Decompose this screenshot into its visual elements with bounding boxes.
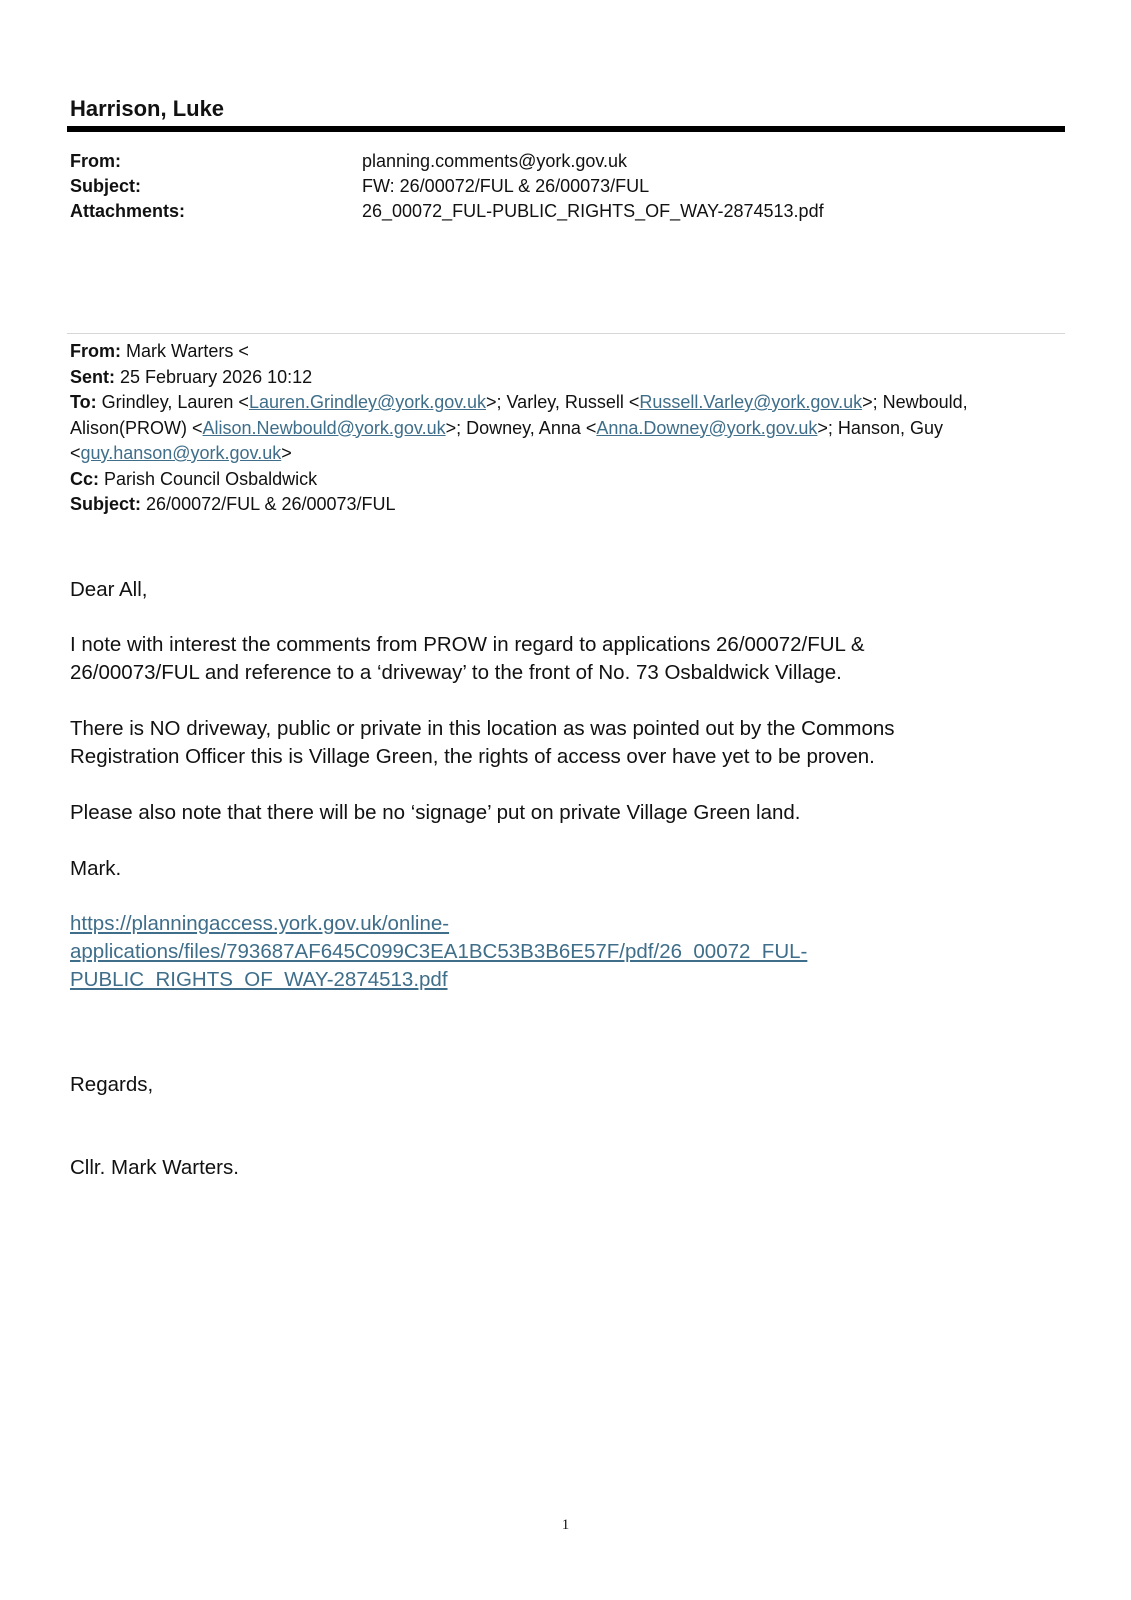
forwarded-from-line — [70, 339, 1060, 365]
forwarded-sent-label: Sent: — [70, 366, 115, 387]
to-text-4: Alison(PROW) < — [70, 417, 203, 438]
outer-from-label: From: — [70, 151, 121, 171]
to-text-8: > — [281, 443, 292, 463]
forwarded-header — [70, 339, 1060, 518]
email-link-alison-newbould[interactable]: Alison.Newbould@york.gov.uk — [202, 417, 446, 438]
forwarded-subject-value: 26/00072/FUL & 26/00073/FUL — [146, 494, 396, 514]
to-text-7: < — [70, 443, 81, 463]
regards: Regards, — [70, 1073, 154, 1096]
forwarded-to-line-3 — [70, 441, 1060, 467]
paragraph-2-line-1: There is NO driveway, public or private in this location as was pointed out by the Commons — [70, 717, 895, 740]
paragraph-1-line-2: 26/00073/FUL and reference to a ‘driveway’ to the front of No. 73 Osbaldwick Village. — [70, 661, 842, 684]
attachment-filename[interactable]: 26_00072_FUL-PUBLIC_RIGHTS_OF_WAY-2874513.pdf — [362, 201, 824, 221]
outer-subject-label: Subject: — [70, 176, 142, 196]
to-text-2: >; Varley, Russell < — [486, 392, 640, 412]
recipient-name-heading: Harrison, Luke — [70, 96, 225, 121]
planning-link-line-1[interactable]: https://planningaccess.york.gov.uk/online- — [70, 912, 450, 935]
forwarded-subject-line — [70, 492, 1060, 518]
planning-link-line-2[interactable]: applications/files/793687AF645C099C3EA1BC53B3B6E57F/pdf/26_00072_FUL- — [70, 940, 808, 963]
greeting: Dear All, — [70, 578, 148, 601]
email-link-anna-downey[interactable]: Anna.Downey@york.gov.uk — [596, 417, 818, 438]
forwarded-cc-label: Cc: — [70, 468, 100, 489]
paragraph-2-line-2: Registration Officer this is Village Green, the rights of access over have yet to be proven. — [70, 745, 875, 768]
paragraph-signage: Please also note that there will be no ‘signage’ put on private Village Green land. — [70, 801, 801, 824]
heading-divider — [67, 126, 1065, 132]
forwarded-from-label: From: — [70, 341, 121, 361]
planning-document-link[interactable] — [70, 910, 1060, 994]
outer-attachments-label: Attachments: — [70, 201, 186, 221]
email-link-guy-hanson[interactable]: guy.hanson@york.gov.uk — [80, 443, 282, 463]
forward-divider — [67, 333, 1065, 334]
outer-from-value: planning.comments@york.gov.uk — [362, 151, 628, 171]
to-text-3: >; Newbould, — [862, 392, 968, 412]
forwarded-sent-line — [70, 365, 1060, 391]
planning-link-line-3[interactable]: PUBLIC_RIGHTS_OF_WAY-2874513.pdf — [70, 968, 448, 991]
forwarded-cc-line — [70, 467, 1060, 493]
paragraph-1-line-1: I note with interest the comments from PROW in regard to applications 26/00072/FUL & — [70, 633, 865, 656]
signature: Cllr. Mark Warters. — [70, 1156, 239, 1179]
to-text-1: Grindley, Lauren < — [101, 392, 249, 412]
page-number: 1 — [561, 1517, 570, 1533]
forwarded-to-line-2 — [70, 416, 1060, 442]
forwarded-to-label: To: — [70, 392, 97, 412]
forwarded-sent-value: 25 February 2026 10:12 — [120, 366, 313, 387]
signoff-short: Mark. — [70, 857, 122, 880]
paragraph-prow-comments — [70, 631, 1060, 687]
to-text-5: >; Downey, Anna < — [445, 417, 597, 438]
forwarded-subject-label: Subject: — [70, 494, 142, 514]
outer-subject-value: FW: 26/00072/FUL & 26/00073/FUL — [362, 176, 650, 196]
to-text-6: >; Hanson, Guy — [817, 417, 943, 438]
forwarded-to-line-1 — [70, 390, 1060, 416]
email-link-lauren-grindley[interactable]: Lauren.Grindley@york.gov.uk — [248, 392, 486, 412]
forwarded-from-value: Mark Warters < — [126, 341, 249, 361]
forwarded-cc-value: Parish Council Osbaldwick — [104, 468, 318, 489]
email-link-russell-varley[interactable]: Russell.Varley@york.gov.uk — [639, 392, 863, 412]
paragraph-no-driveway — [70, 715, 1060, 771]
